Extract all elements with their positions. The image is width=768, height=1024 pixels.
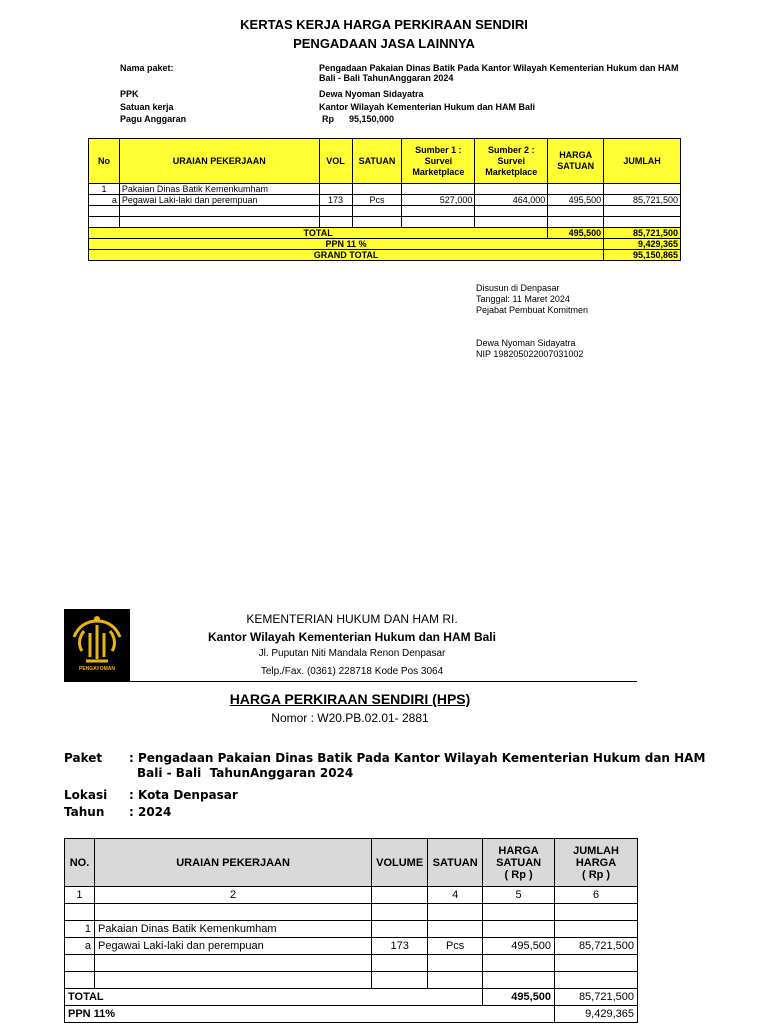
table-row xyxy=(65,972,638,989)
kop-line-2: Kantor Wilayah Kementerian Hukum dan HAM Bali xyxy=(208,630,496,644)
cell: Pegawai Laki-laki dan perempuan xyxy=(94,938,371,955)
field-label-tahun: Tahun xyxy=(64,805,105,819)
cell: 4 xyxy=(428,887,483,904)
cell xyxy=(89,217,120,228)
header-cell: JUMLAH xyxy=(604,139,681,184)
logo-caption: PENGAYOMAN xyxy=(79,666,115,672)
header-cell: Sumber 2 : Survei Marketplace xyxy=(475,139,548,184)
kop-line-4: Telp./Fax. (0361) 228718 Kode Pos 3064 xyxy=(260,666,444,677)
header-cell: VOL xyxy=(319,139,352,184)
kertas-title-1: KERTAS KERJA HARGA PERKIRAAN SENDIRI xyxy=(240,17,528,32)
header-cell: URAIAN PEKERJAAN xyxy=(119,139,319,184)
header-cell: No xyxy=(89,139,120,184)
cell xyxy=(89,206,120,217)
header-cell-jumlah xyxy=(555,839,638,887)
header-cell: SATUAN xyxy=(352,139,402,184)
kertas-title-2: PENGADAAN JASA LAINNYA xyxy=(293,36,475,51)
cell xyxy=(119,206,319,217)
header-cell: URAIAN PEKERJAAN xyxy=(94,839,371,887)
signature-role: Pejabat Pembuat Komitmen xyxy=(476,305,589,315)
cell xyxy=(65,904,95,921)
field-value-tahun: : 2024 xyxy=(129,805,172,819)
cell xyxy=(555,921,638,938)
cell: 173 xyxy=(319,195,352,206)
cell xyxy=(352,217,402,228)
cell: Pakaian Dinas Batik Kemenkumham xyxy=(119,184,319,195)
info-label-paket: Nama paket: xyxy=(120,63,174,73)
cell xyxy=(483,921,555,938)
cell: Pakaian Dinas Batik Kemenkumham xyxy=(94,921,371,938)
cell xyxy=(555,972,638,989)
kop-divider xyxy=(64,681,637,682)
header-cell: Sumber 1 : Survei Marketplace xyxy=(402,139,475,184)
total-row xyxy=(65,989,638,1006)
grand-total-label: GRAND TOTAL xyxy=(89,250,604,261)
table-row xyxy=(89,195,681,206)
field-value-lokasi: : Kota Denpasar xyxy=(129,788,238,802)
cell xyxy=(372,921,428,938)
cell xyxy=(352,184,402,195)
signature-nip: NIP 198205022007031002 xyxy=(476,349,584,359)
cell: 1 xyxy=(65,887,95,904)
hps-title: HARGA PERKIRAAN SENDIRI (HPS) xyxy=(229,691,471,707)
table-row xyxy=(65,904,638,921)
cell: 464,000 xyxy=(475,195,548,206)
table-row xyxy=(65,921,638,938)
cell: Pcs xyxy=(352,195,402,206)
cell xyxy=(65,955,95,972)
ppn-row xyxy=(89,239,681,250)
cell: a xyxy=(65,938,95,955)
ppn-value: 9,429,365 xyxy=(604,239,681,250)
cell xyxy=(372,887,428,904)
info-value-paket: Pengadaan Pakaian Dinas Batik Pada Kantor Wilayah Kementerian Hukum dan HAM Bali - Bali TahunAnggaran 2024 xyxy=(319,63,679,83)
cell xyxy=(428,904,483,921)
signature-date: Tanggal: 11 Maret 2024 xyxy=(476,294,570,304)
total-row xyxy=(89,228,681,239)
cell: 495,500 xyxy=(483,938,555,955)
cell: 85,721,500 xyxy=(604,195,681,206)
cell: 2 xyxy=(94,887,371,904)
cell xyxy=(555,955,638,972)
ppn-row xyxy=(65,1006,638,1023)
cell xyxy=(319,206,352,217)
cell xyxy=(94,955,371,972)
total-jumlah: 85,721,500 xyxy=(555,989,638,1006)
cell xyxy=(428,972,483,989)
cell xyxy=(483,972,555,989)
cell xyxy=(604,217,681,228)
field-value-paket: : Pengadaan Pakaian Dinas Batik Pada Kantor Wilayah Kementerian Hukum dan HAM xyxy=(129,751,706,765)
header-cell: HARGA SATUAN xyxy=(548,139,604,184)
total-jumlah: 85,721,500 xyxy=(604,228,681,239)
info-value-ppk: Dewa Nyoman Sidayatra xyxy=(319,89,424,99)
header-cell: SATUAN xyxy=(428,839,483,887)
header-label: HARGA SATUAN xyxy=(496,844,542,869)
field-label-lokasi: Lokasi xyxy=(64,788,108,802)
header-cell: NO. xyxy=(65,839,95,887)
grand-total-value: 95,150,865 xyxy=(604,250,681,261)
cell xyxy=(548,184,604,195)
kop-line-3: Jl. Puputan Niti Mandala Renon Denpasar xyxy=(258,648,446,659)
header-unit: ( Rp ) xyxy=(504,868,533,881)
cell xyxy=(319,217,352,228)
info-value-pagu: Rp 95,150,000 xyxy=(322,114,395,124)
ppn-label: PPN 11 % xyxy=(89,239,604,250)
ppn-value: 9,429,365 xyxy=(555,1006,638,1023)
cell xyxy=(548,217,604,228)
kertas-kerja-table xyxy=(88,138,681,261)
signature-place: Disusun di Denpasar xyxy=(476,283,560,293)
total-label: TOTAL xyxy=(65,989,483,1006)
grand-total-row xyxy=(89,250,681,261)
hps-table xyxy=(64,838,638,1023)
table-row xyxy=(89,206,681,217)
info-label-pagu: Pagu Anggaran xyxy=(120,114,187,124)
ministry-logo xyxy=(64,609,130,681)
cell xyxy=(548,206,604,217)
cell xyxy=(372,904,428,921)
total-harga: 495,500 xyxy=(548,228,604,239)
cell xyxy=(372,972,428,989)
cell xyxy=(65,972,95,989)
cell: 85,721,500 xyxy=(555,938,638,955)
cell: Pcs xyxy=(428,938,483,955)
field-label-paket: Paket xyxy=(64,751,103,765)
kop-line-1: KEMENTERIAN HUKUM DAN HAM RI. xyxy=(246,612,458,626)
cell: 527,000 xyxy=(402,195,475,206)
table-header xyxy=(65,839,638,887)
hps-nomor: Nomor : W20.PB.02.01- 2881 xyxy=(271,711,429,725)
cell xyxy=(475,217,548,228)
info-label-satker: Satuan kerja xyxy=(120,102,174,112)
cell xyxy=(94,972,371,989)
cell xyxy=(604,184,681,195)
cell xyxy=(428,955,483,972)
field-value-paket-line2: Bali - Bali TahunAnggaran 2024 xyxy=(137,766,354,780)
header-label: JUMLAH HARGA xyxy=(573,844,619,869)
cell: Pegawai Laki-laki dan perempuan xyxy=(119,195,319,206)
header-cell-harga xyxy=(483,839,555,887)
cell: 6 xyxy=(555,887,638,904)
signature-name: Dewa Nyoman Sidayatra xyxy=(476,338,576,348)
cell: a xyxy=(89,195,120,206)
cell xyxy=(475,184,548,195)
cell: 5 xyxy=(483,887,555,904)
table-header xyxy=(89,139,681,184)
table-row xyxy=(89,217,681,228)
cell xyxy=(402,206,475,217)
column-number-row xyxy=(65,887,638,904)
total-harga: 495,500 xyxy=(483,989,555,1006)
cell xyxy=(604,206,681,217)
cell: 1 xyxy=(89,184,120,195)
cell: 495,500 xyxy=(548,195,604,206)
info-label-ppk: PPK xyxy=(120,89,139,99)
cell: 1 xyxy=(65,921,95,938)
cell xyxy=(319,184,352,195)
cell xyxy=(372,955,428,972)
cell xyxy=(475,206,548,217)
header-unit: ( Rp ) xyxy=(581,868,611,881)
table-row xyxy=(65,938,638,955)
cell xyxy=(402,217,475,228)
cell xyxy=(352,206,402,217)
cell xyxy=(555,904,638,921)
cell: 173 xyxy=(372,938,428,955)
cell xyxy=(402,184,475,195)
total-label: TOTAL xyxy=(89,228,548,239)
info-value-satker: Kantor Wilayah Kementerian Hukum dan HAM Bali xyxy=(319,102,535,112)
ppn-label: PPN 11% xyxy=(65,1006,555,1023)
table-row xyxy=(89,184,681,195)
cell xyxy=(483,955,555,972)
cell xyxy=(483,904,555,921)
header-cell: VOLUME xyxy=(372,839,428,887)
cell xyxy=(428,921,483,938)
cell xyxy=(94,904,371,921)
table-row xyxy=(65,955,638,972)
signature-block xyxy=(476,283,588,360)
cell xyxy=(119,217,319,228)
